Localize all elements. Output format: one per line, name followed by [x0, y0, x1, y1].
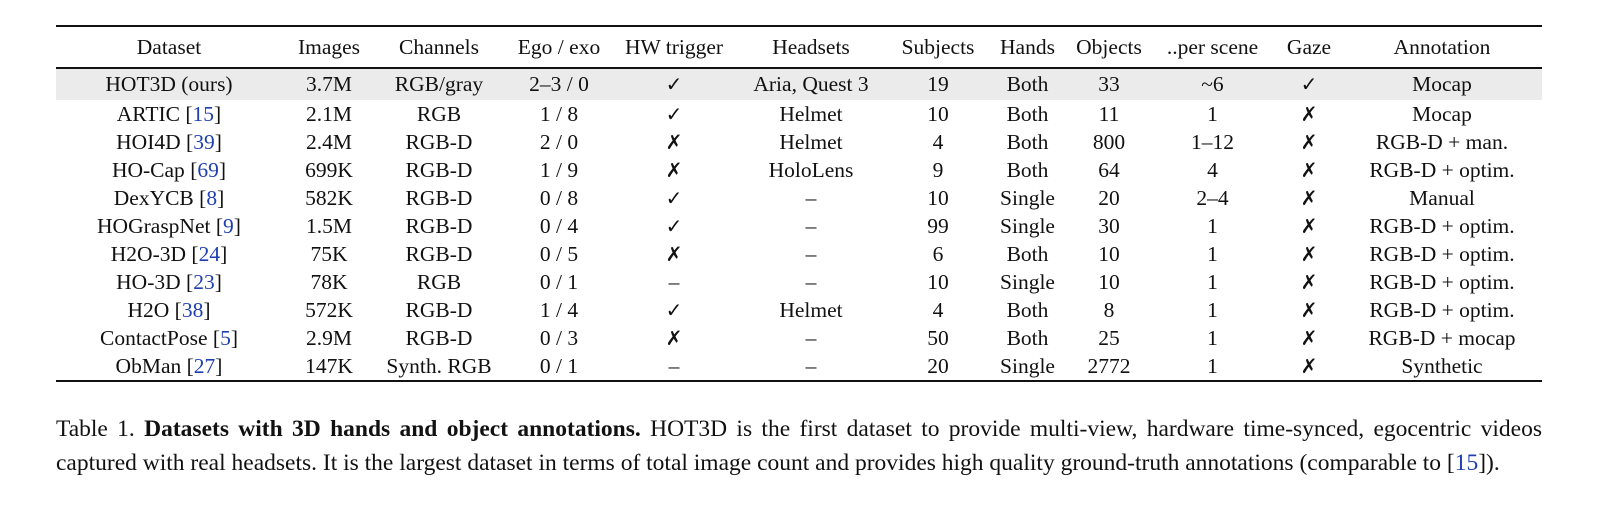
header-images: Images	[297, 34, 361, 59]
cell-objects: 11	[1098, 102, 1120, 126]
dataset-name: ObMan	[115, 354, 182, 378]
header-dataset: Dataset	[136, 34, 202, 59]
header-hw-trigger: HW trigger	[624, 34, 724, 59]
cell-headsets: –	[805, 242, 817, 266]
dataset-name: HOGraspNet	[97, 214, 211, 238]
cell-objects: 8	[1103, 298, 1115, 322]
table-row	[56, 100, 1542, 128]
cell-channels: RGB-D	[405, 214, 473, 238]
cell-hands: Single	[1000, 270, 1055, 294]
cell-hw-trigger: –	[668, 270, 680, 294]
cell-per-scene: 1	[1207, 242, 1218, 266]
table-row	[56, 324, 1542, 352]
cell-hands: Both	[1006, 102, 1049, 126]
cell-headsets: –	[805, 270, 817, 294]
table-row	[56, 240, 1542, 268]
cell-per-scene: 4	[1207, 158, 1218, 182]
cell-channels: Synth. RGB	[386, 354, 492, 378]
cell-hw-trigger: –	[668, 354, 680, 378]
cell-annotation: RGB-D + optim.	[1369, 298, 1515, 322]
citation-link[interactable]: 9	[223, 214, 234, 238]
table-row	[56, 156, 1542, 184]
cell-channels: RGB-D	[405, 130, 473, 154]
cell-hands: Both	[1006, 326, 1049, 350]
caption-label: Table 1.	[56, 416, 135, 442]
cell-ego-exo: 0 / 4	[539, 214, 579, 238]
dataset-name: HOI4D	[116, 130, 181, 154]
cell-hw-trigger: ✓	[616, 69, 732, 100]
cell-objects: 33	[1069, 69, 1149, 100]
cell-per-scene: 1–12	[1191, 130, 1234, 154]
cell-hw-trigger: ✓	[665, 298, 683, 322]
dataset-name: ContactPose	[100, 326, 208, 350]
cell-images: 78K	[310, 270, 348, 294]
table-caption	[56, 412, 1542, 480]
cell-images: 2.1M	[306, 102, 352, 126]
cell-headsets: Helmet	[779, 130, 843, 154]
header-hands: Hands	[1000, 34, 1055, 59]
cell-hands: Single	[1000, 186, 1055, 210]
cell-hw-trigger: ✓	[665, 102, 683, 126]
header-per-scene: ..per scene	[1166, 34, 1259, 59]
cell-ego-exo: 1 / 4	[539, 298, 579, 322]
cell-subjects: 19	[890, 69, 986, 100]
citation-link[interactable]: 39	[193, 130, 215, 154]
cell-gaze: ✗	[1300, 214, 1318, 238]
header-subjects: Subjects	[901, 34, 975, 59]
caption-title: Datasets with 3D hands and object annotations.	[144, 416, 641, 442]
cell-images: 75K	[310, 242, 348, 266]
caption-reference-link[interactable]: 15	[1454, 450, 1479, 476]
citation-link[interactable]: 69	[197, 158, 219, 182]
cell-ego-exo: 1 / 8	[539, 102, 579, 126]
table-row	[56, 296, 1542, 324]
cell-images: 2.4M	[306, 130, 352, 154]
citation-link[interactable]: 5	[220, 326, 231, 350]
cell-annotation: RGB-D + optim.	[1369, 270, 1515, 294]
cell-images: 2.9M	[306, 326, 352, 350]
cell-channels: RGB-D	[405, 298, 473, 322]
cell-dataset: H2O [38]	[127, 298, 211, 322]
cell-channels: RGB	[416, 102, 462, 126]
cell-subjects: 10	[927, 102, 949, 126]
cell-hands: Single	[1000, 354, 1055, 378]
cell-dataset: HOI4D [39]	[116, 130, 222, 154]
cell-annotation: Mocap	[1342, 69, 1542, 100]
cell-per-scene: 1	[1207, 102, 1218, 126]
cell-subjects: 10	[927, 186, 949, 210]
citation-link[interactable]: 38	[181, 298, 204, 322]
cell-channels: RGB-D	[405, 186, 473, 210]
cell-gaze: ✗	[1300, 242, 1318, 266]
cell-hands: Both	[1006, 242, 1049, 266]
cell-objects: 10	[1098, 270, 1120, 294]
cell-images: 3.7M	[282, 69, 376, 100]
citation-link[interactable]: 8	[206, 186, 218, 210]
cell-gaze: ✗	[1300, 186, 1318, 210]
cell-channels: RGB-D	[405, 242, 473, 266]
cell-subjects: 4	[932, 130, 944, 154]
cell-images: 699K	[305, 158, 353, 182]
table-bottom-rule	[56, 380, 1542, 382]
table-row	[56, 128, 1542, 156]
dataset-name: H2O	[127, 298, 170, 322]
cell-headsets: –	[805, 354, 817, 378]
cell-gaze: ✗	[1300, 130, 1318, 154]
cell-hands: Both	[986, 69, 1069, 100]
dataset-name: HOT3D (ours)	[105, 72, 233, 96]
header-ego-exo: Ego / exo	[517, 34, 601, 59]
cell-headsets: Helmet	[779, 102, 843, 126]
cell-dataset: ObMan [27]	[115, 354, 223, 378]
cell-hw-trigger: ✗	[665, 326, 683, 350]
caption-body-end: ]).	[1478, 450, 1500, 476]
cell-dataset	[56, 69, 282, 100]
cell-dataset: ContactPose [5]	[100, 326, 238, 350]
cell-per-scene: 1	[1207, 298, 1218, 322]
dataset-name: ARTIC	[116, 102, 180, 126]
cell-subjects: 9	[932, 158, 944, 182]
citation-link[interactable]: 24	[198, 242, 221, 266]
caption-body: HOT3D is the first dataset to provide multi-view, hardware time-synced, egocentric videos captured with real headsets. It is the largest dataset in terms of total image count and provides high quality ground-truth annotations (comparable to [	[56, 416, 1543, 476]
cell-channels: RGB-D	[405, 158, 473, 182]
citation-link[interactable]: 15	[192, 102, 215, 126]
header-annotation: Annotation	[1393, 34, 1491, 59]
cell-dataset: ARTIC [15]	[116, 102, 222, 126]
cell-gaze: ✗	[1300, 298, 1318, 322]
cell-hw-trigger: ✓	[665, 186, 683, 210]
cell-headsets: HoloLens	[768, 158, 854, 182]
cell-gaze: ✗	[1300, 102, 1318, 126]
cell-gaze: ✗	[1300, 354, 1318, 378]
cell-hw-trigger: ✗	[665, 158, 683, 182]
cell-headsets: Helmet	[779, 298, 843, 322]
cell-objects: 30	[1098, 214, 1120, 238]
cell-annotation: RGB-D + optim.	[1369, 214, 1515, 238]
cell-dataset: HO-Cap [69]	[111, 158, 227, 182]
cell-ego-exo: 0 / 1	[539, 270, 579, 294]
cell-ego-exo: 1 / 9	[539, 158, 579, 182]
cell-images: 1.5M	[306, 214, 352, 238]
cell-ego-exo: 2 / 0	[539, 130, 579, 154]
cell-hands: Both	[1006, 158, 1049, 182]
header-headsets: Headsets	[772, 34, 850, 59]
cell-ego-exo: 0 / 5	[539, 242, 579, 266]
cell-gaze: ✓	[1276, 69, 1342, 100]
cell-annotation: RGB-D + man.	[1375, 130, 1509, 154]
cell-per-scene: 1	[1207, 270, 1218, 294]
table-row	[56, 352, 1542, 380]
dataset-name: HO-Cap	[111, 158, 185, 182]
cell-per-scene: ~6	[1149, 69, 1276, 100]
cell-dataset: HOGraspNet [9]	[97, 214, 241, 238]
cell-annotation: RGB-D + optim.	[1369, 242, 1515, 266]
cell-gaze: ✗	[1300, 270, 1318, 294]
table-row	[56, 69, 1542, 100]
header-gaze: Gaze	[1286, 34, 1332, 59]
cell-dataset: HO-3D [23]	[116, 270, 222, 294]
cell-objects: 10	[1098, 242, 1120, 266]
dataset-name: HO-3D	[116, 270, 181, 294]
cell-dataset: H2O-3D [24]	[110, 242, 228, 266]
cell-objects: 25	[1098, 326, 1120, 350]
cell-gaze: ✗	[1300, 326, 1318, 350]
cell-hands: Single	[1000, 214, 1055, 238]
datasets-table-body	[56, 69, 1542, 380]
header-objects: Objects	[1076, 34, 1142, 59]
cell-ego-exo: 0 / 1	[539, 354, 579, 378]
cell-headsets: –	[805, 186, 817, 210]
cell-channels: RGB	[416, 270, 462, 294]
cell-ego-exo: 2–3 / 0	[502, 69, 616, 100]
cell-hands: Both	[1006, 298, 1049, 322]
table-row	[56, 268, 1542, 296]
cell-annotation: Mocap	[1412, 102, 1472, 126]
table-row	[56, 184, 1542, 212]
cell-subjects: 4	[932, 298, 944, 322]
cell-objects: 2772	[1087, 354, 1131, 378]
cell-hw-trigger: ✗	[665, 130, 683, 154]
citation-link[interactable]: 23	[193, 270, 215, 294]
cell-headsets: Aria, Quest 3	[732, 69, 890, 100]
cell-annotation: Manual	[1409, 186, 1475, 210]
cell-subjects: 50	[927, 326, 949, 350]
table-row	[56, 212, 1542, 240]
cell-annotation: RGB-D + optim.	[1369, 158, 1515, 182]
citation-link[interactable]: 27	[193, 354, 216, 378]
cell-ego-exo: 0 / 8	[539, 186, 579, 210]
dataset-name: DexYCB	[113, 186, 194, 210]
cell-annotation: Synthetic	[1401, 354, 1483, 378]
cell-hw-trigger: ✓	[665, 214, 683, 238]
cell-subjects: 20	[927, 354, 949, 378]
cell-annotation: RGB-D + mocap	[1368, 326, 1516, 350]
cell-headsets: –	[805, 214, 817, 238]
cell-dataset: DexYCB [8]	[113, 186, 225, 210]
dataset-name: H2O-3D	[110, 242, 187, 266]
cell-hands: Both	[1006, 130, 1049, 154]
cell-headsets: –	[805, 326, 817, 350]
cell-channels: RGB-D	[405, 326, 473, 350]
cell-per-scene: 2–4	[1196, 186, 1229, 210]
header-channels: Channels	[398, 34, 480, 59]
cell-images: 582K	[305, 186, 353, 210]
cell-channels: RGB/gray	[376, 69, 502, 100]
cell-ego-exo: 0 / 3	[539, 326, 579, 350]
cell-gaze: ✗	[1300, 158, 1318, 182]
table-header-row	[56, 27, 1542, 67]
cell-hw-trigger: ✗	[665, 242, 683, 266]
cell-images: 572K	[305, 298, 353, 322]
cell-objects: 64	[1098, 158, 1120, 182]
cell-objects: 800	[1092, 130, 1126, 154]
datasets-table-container	[56, 25, 1542, 382]
cell-subjects: 99	[927, 214, 949, 238]
cell-objects: 20	[1098, 186, 1120, 210]
datasets-table	[56, 27, 1542, 67]
cell-per-scene: 1	[1207, 326, 1218, 350]
cell-images: 147K	[305, 354, 353, 378]
cell-per-scene: 1	[1207, 214, 1218, 238]
cell-subjects: 10	[927, 270, 949, 294]
cell-per-scene: 1	[1207, 354, 1218, 378]
cell-subjects: 6	[932, 242, 944, 266]
